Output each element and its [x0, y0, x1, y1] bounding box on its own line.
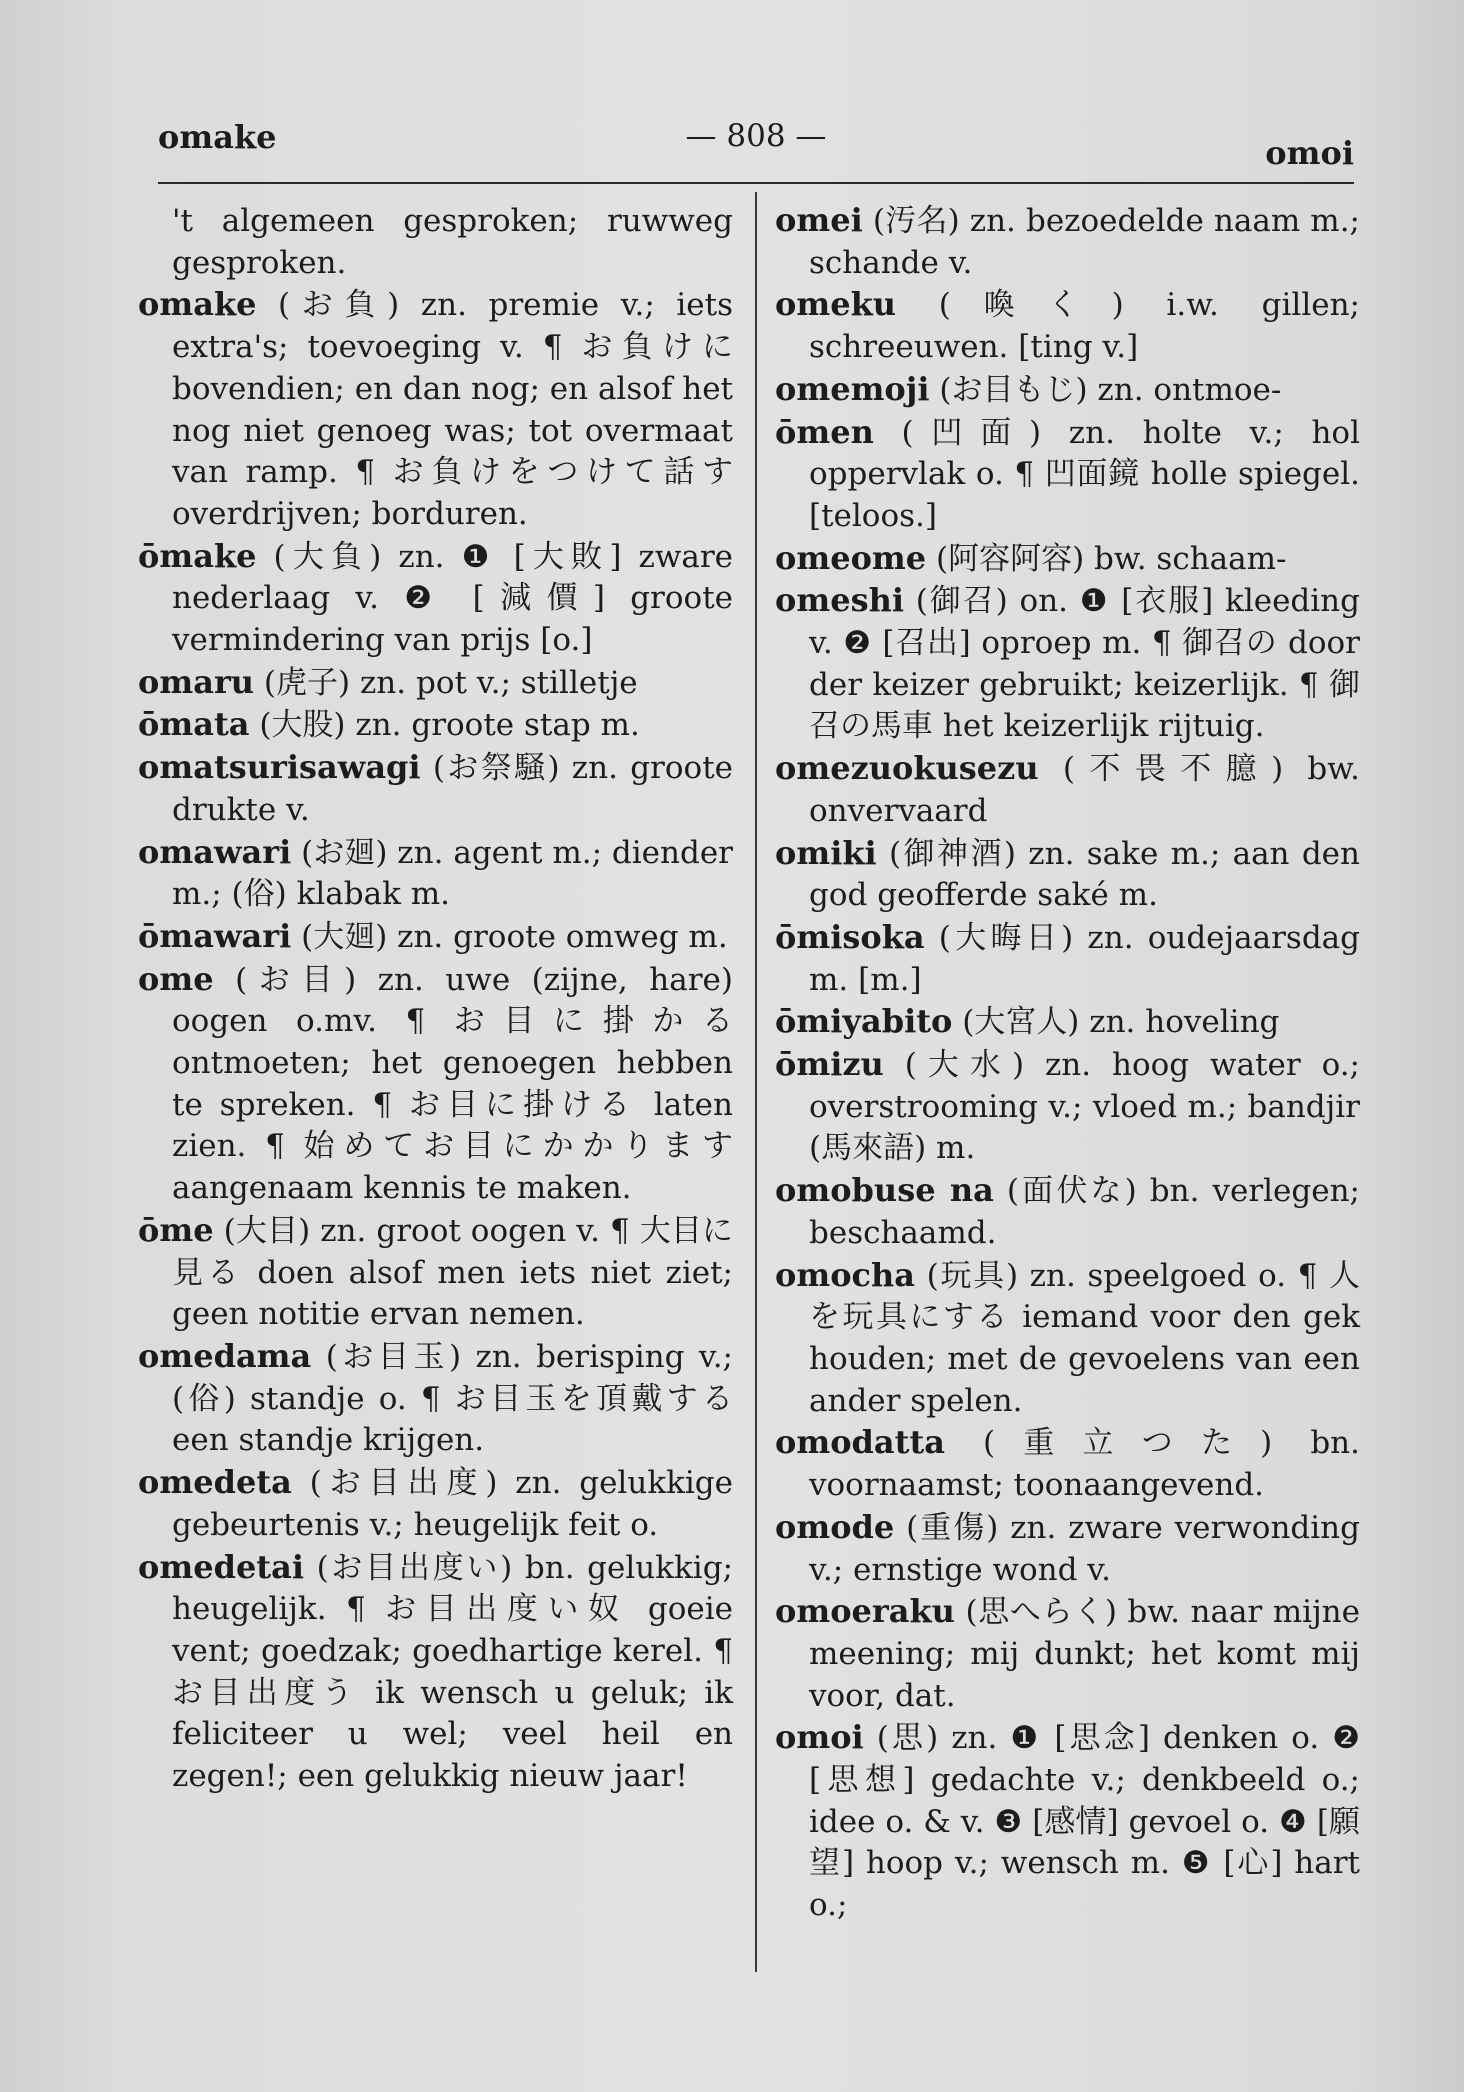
dictionary-entry [775, 1255, 1360, 1423]
dictionary-entry [775, 1422, 1360, 1506]
entry-headword: omemoji [775, 369, 930, 408]
entry-headword: ōmake [138, 536, 257, 575]
entry-text: (大廻) zn. groote omweg m. [301, 918, 728, 955]
entry-text: (阿容阿容) bw. schaam- [935, 540, 1287, 577]
entry-text: (大負) zn. ❶ [大敗] zware nederlaag v. ❷ [減價] groote vermindering van prijs [o.] [172, 538, 734, 659]
entry-text: (お目もじ) zn. ontmoe- [939, 371, 1282, 408]
entry-headword: omeome [775, 538, 927, 577]
left-guide-word: omake [158, 118, 277, 156]
dictionary-entry [138, 284, 733, 535]
entry-headword: ōmata [138, 705, 250, 744]
entry-headword: omatsurisawagi [138, 748, 421, 787]
entry-text: (大晦日) zn. oudejaarsdag m. [m.] [809, 919, 1360, 998]
dictionary-entry [775, 284, 1360, 368]
dictionary-entry [138, 1547, 733, 1798]
entry-headword: omawari [138, 832, 292, 871]
entry-text: (不畏不臆) bw. onvervaard [809, 751, 1360, 829]
entry-text: (お負) zn. premie v.; iets extra's; toevoeging v. ¶ お負けに bovendien; en dan nog; en alsof het nog niet genoeg was; tot overmaat van ramp. ¶ お負けをつけて話す overdrijven; borduren. [172, 287, 734, 532]
dictionary-entry [138, 832, 733, 916]
entry-headword: ōmisoka [775, 917, 925, 956]
entry-text: (お廻) zn. agent m.; diender m.; (俗) klabak m. [172, 834, 733, 913]
dictionary-entry [138, 1462, 733, 1546]
entry-headword: omoi [775, 1718, 864, 1757]
entry-text: (面伏な) bn. verlegen; beschaamd. [809, 1173, 1360, 1251]
left-column [138, 200, 733, 1798]
dictionary-entry [775, 1170, 1360, 1254]
dictionary-entry [138, 959, 733, 1210]
entry-text: (虎子) zn. pot v.; stilletje [263, 664, 638, 701]
entry-headword: omocha [775, 1255, 916, 1294]
dictionary-entry [138, 747, 733, 831]
dictionary-entry [138, 200, 733, 284]
entry-text: (凹面) zn. holte v.; hol oppervlak o. ¶ 凹面鏡 holle spiegel. [teloos.] [809, 414, 1360, 534]
dictionary-entry [775, 917, 1360, 1001]
dictionary-entry [775, 580, 1360, 748]
entry-text: (喚く) i.w. gillen; schreeuwen. [ting v.] [809, 287, 1361, 366]
page-number: — 808 — [685, 118, 827, 154]
entry-text: 't algemeen gesproken; ruwweg gesproken. [172, 203, 733, 281]
right-column [775, 200, 1360, 1927]
entry-text: (大水) zn. hoog water o.; overstrooming v.; vloed m.; bandjir (馬來語) m. [809, 1047, 1360, 1167]
entry-headword: ōmiyabito [775, 1002, 953, 1041]
entry-text: (お目出度い) bn. gelukkig; heugelijk. ¶ お目出度い奴 goeie vent; goedzak; goedhartige kerel. ¶ お目出度う ik wensch u geluk; ik feliciteer u wel; veel heil en zegen!; een gelukkig nieuw jaar! [172, 1549, 733, 1795]
entry-headword: omake [138, 285, 257, 324]
entry-headword: ōmen [775, 412, 874, 451]
entry-headword: omeku [775, 285, 896, 324]
entry-text: (汚名) zn. bezoedelde naam m.; schande v. [809, 203, 1360, 281]
entry-headword: ome [138, 959, 214, 998]
entry-text: (お祭騒) zn. groote drukte v. [172, 750, 733, 828]
entry-headword: omedetai [138, 1547, 304, 1586]
entry-headword: omezuokusezu [775, 749, 1039, 788]
entry-headword: ōmawari [138, 916, 292, 955]
running-header [158, 118, 1354, 172]
dictionary-entry [775, 369, 1360, 412]
entry-headword: ōmizu [775, 1045, 884, 1084]
entry-headword: omobuse na [775, 1171, 994, 1210]
dictionary-entry [138, 704, 733, 747]
dictionary-entry [775, 1001, 1360, 1044]
entry-text: (御神酒) zn. sake m.; aan den god geofferde saké m. [809, 835, 1360, 914]
right-guide-word: omoi [1265, 134, 1354, 172]
entry-text: (お目玉) zn. berisping v.; (俗) standje o. ¶ お目玉を頂戴する een standje krijgen. [172, 1338, 734, 1459]
dictionary-entry [775, 748, 1360, 832]
entry-headword: omoeraku [775, 1592, 955, 1631]
entry-headword: omiki [775, 833, 877, 872]
dictionary-entry [775, 1507, 1360, 1591]
entry-text: (思へらく) bw. naar mijne meening; mij dunkt; het komt mij voor, dat. [809, 1594, 1360, 1714]
dictionary-entry [775, 200, 1360, 284]
entry-text: (大目) zn. groot oogen v. ¶ 大目に見る doen alsof men iets niet ziet; geen notitie ervan nemen. [172, 1212, 734, 1333]
entry-headword: omodatta [775, 1423, 945, 1462]
entry-text: (重立つた) bn. voornaamst; toonaangevend. [809, 1425, 1360, 1504]
entry-text: (お目出度) zn. gelukkige gebeurtenis v.; heugelijk feit o. [172, 1465, 733, 1543]
entry-headword: omaru [138, 662, 255, 701]
header-rule [158, 182, 1354, 184]
dictionary-entry [138, 1336, 733, 1462]
entry-headword: omei [775, 201, 863, 239]
dictionary-entry [775, 412, 1360, 538]
dictionary-entry [775, 833, 1360, 917]
entry-headword: ōme [138, 1210, 214, 1249]
entry-headword: omode [775, 1507, 895, 1546]
entry-text: (お目) zn. uwe (zijne, hare) oogen o.mv. ¶ お目に掛かる ontmoeten; het genoegen hebben te spreken. ¶ お目に掛ける laten zien. ¶ 始めてお目にかかります aangenaam kennis te maken. [172, 961, 733, 1207]
dictionary-entry [775, 1717, 1360, 1927]
dictionary-entry [775, 538, 1360, 581]
dictionary-entry [138, 662, 733, 705]
entry-text: (思) zn. ❶ [思念] denken o. ❷ [思想] gedachte v.; denkbeeld o.; idee o. & v. ❸ [感情] gevoel o. ❹ [願望] hoop v.; wensch m. ❺ [心] hart o.; [809, 1720, 1360, 1924]
entry-headword: omedama [138, 1336, 312, 1375]
dictionary-entry [138, 916, 733, 959]
entry-text: (玩具) zn. speelgoed o. ¶ 人を玩具にする iemand voor den gek houden; met de gevoelens van een ander spelen. [809, 1257, 1360, 1419]
entry-text: (御召) on. ❶ [衣服] kleeding v. ❷ [召出] oproep m. ¶ 御召の door der keizer gebruikt; keizerlijk. ¶ 御召の馬車 het keizerlijk rijtuig. [809, 583, 1360, 745]
dictionary-entry [138, 1210, 733, 1336]
entry-text: (大股) zn. groote stap m. [259, 707, 640, 744]
dictionary-entry [775, 1044, 1360, 1170]
dictionary-entry [775, 1591, 1360, 1717]
dictionary-entry [138, 536, 733, 662]
entry-headword: omedeta [138, 1463, 292, 1502]
entry-headword: omeshi [775, 581, 904, 620]
entry-text: (重傷) zn. zware verwonding v.; ernstige wond v. [809, 1509, 1360, 1588]
column-divider [755, 192, 757, 1972]
entry-text: (大宮人) zn. hoveling [962, 1004, 1280, 1041]
